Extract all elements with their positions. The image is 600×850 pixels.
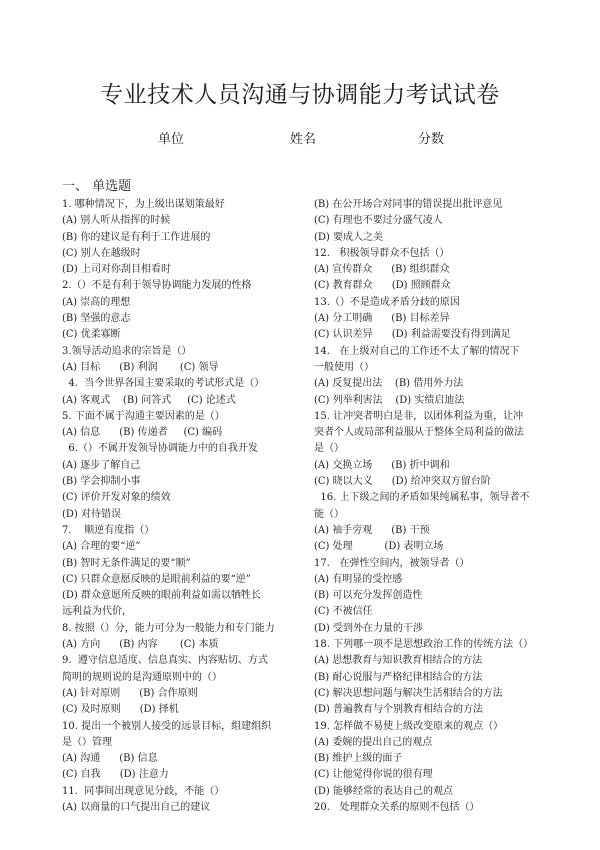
question-line: (A) 方向 (B) 内容 (C) 本质	[62, 639, 219, 651]
question-line: (C) 处理 (D) 表明立场	[314, 541, 444, 553]
question-line: 9. 遵守信息适度、信息真实、内容贴切、方式	[62, 655, 268, 667]
unit-field-label: 单位	[158, 132, 185, 147]
question-line: (A) 委婉的提出自己的观点	[314, 736, 433, 748]
score-field-label: 分数	[418, 132, 445, 147]
name-field-label: 姓名	[290, 132, 317, 147]
question-line: 20. 处理群众关系的原则不包括（）	[314, 801, 480, 813]
question-line: 15. 让冲突者明白是非，以团体利益为重，让冲	[314, 410, 524, 422]
left-question-column	[62, 197, 322, 816]
question-line: (D) 普遍教育与个别教育相结合的方法	[314, 704, 483, 716]
question-line: 是（）管理	[62, 736, 112, 748]
question-line: 12. 积极领导群众不包括（）	[314, 247, 450, 259]
question-line: (A) 针对原则 (B) 合作原则	[62, 687, 198, 699]
question-line: (D) 能够经常的表达自己的观点	[314, 785, 453, 797]
question-line: (C) 及时原则 (D) 择机	[62, 704, 179, 716]
question-line: (C) 列举利害法 (D) 实绩启迪法	[314, 394, 465, 406]
question-line: 11. 同事间出现意见分歧，不能（）	[62, 785, 225, 797]
question-line: (A) 别人听从指挥的时候	[62, 215, 171, 227]
question-line: (C) 认识差异 (D) 利益需要没有得到满足	[314, 329, 511, 341]
question-line: (A) 袖手旁观 (B) 干预	[314, 524, 430, 536]
question-line: (B) 可以充分发挥创造性	[314, 590, 423, 602]
right-question-column	[314, 197, 550, 816]
question-line: 13.（）不是造成矛盾分歧的原因	[314, 296, 460, 308]
question-line: (C) 优柔寡断	[62, 329, 121, 341]
question-line: (B) 耐心说服与严格纪律相结合的方法	[314, 671, 483, 683]
question-line: (A) 沟通 (B) 信息	[62, 753, 158, 765]
question-line: 3.领导活动追求的宗旨是（）	[62, 345, 192, 357]
question-line: (A) 思想教育与知识教育相结合的方法	[314, 655, 483, 667]
question-line: (A) 分工明确 (B) 目标差异	[314, 313, 450, 325]
question-line: (C) 自我 (D) 注意力	[62, 769, 169, 781]
question-line: (B) 坚强的意志	[62, 313, 131, 325]
question-line: (C) 晓以大义 (D) 给冲突双方留台阶	[314, 476, 491, 488]
question-line: (C) 有理也不要过分盛气凌人	[314, 215, 443, 227]
question-line: 19. 怎样做不易使上级改变原来的观点（）	[314, 720, 504, 732]
question-line: 5. 下面不属于沟通主要因素的是（）	[62, 410, 225, 422]
question-line: 6.（）不属开发领导协调能力中的自我开发	[62, 443, 258, 455]
question-line: 一般使用（）	[314, 361, 374, 373]
question-line: (A) 宣传群众 (B) 组织群众	[314, 264, 450, 276]
question-line: (C) 教育群众 (D) 照顾群众	[314, 280, 451, 292]
question-line: 简明的规则说的是沟通原则中的（）	[62, 671, 222, 683]
question-line: (D) 受到外在力量的干涉	[314, 622, 423, 634]
question-line: 7. 顺逆有度指（）	[62, 524, 155, 536]
question-line: (A) 逐步了解自己	[62, 459, 141, 471]
question-line: (D) 上司对你刮目相看时	[62, 264, 171, 276]
question-line: (C) 让他觉得你说的很有理	[314, 769, 433, 781]
question-line: 2.（）不是有利于领导协调能力发展的性格	[62, 280, 252, 292]
question-line: 1. 哪种情况下，为上级出谋划策最好	[62, 199, 225, 210]
question-line: 能（）	[314, 508, 344, 520]
question-line: (C) 不被信任	[314, 606, 373, 618]
question-line: 8. 按照（）分，能力可分为一般能力和专门能力	[62, 622, 275, 634]
question-line: (B) 智时无条件满足的要“顺”	[62, 557, 191, 569]
question-line: (C) 解决思想问题与解决生活相结合的方法	[314, 687, 503, 699]
question-line: (A) 信息 (B) 传递者 (C) 编码	[62, 427, 223, 439]
question-line: (D) 对待错误	[62, 508, 121, 520]
question-line: (B) 在公开场合对同事的错误提出批评意见	[314, 199, 503, 210]
question-line: (A) 客观式 (B) 问答式 (C) 论述式	[62, 394, 236, 406]
section-heading: 一、 单选题	[62, 179, 132, 194]
question-line: 14. 在上级对自己的工作还不太了解的情况下	[314, 345, 520, 357]
question-line: (A) 合理的要“逆”	[62, 541, 141, 553]
question-line: (D) 群众意愿所反映的眼前利益如需以牺牲长	[62, 590, 261, 602]
question-line: (C) 只群众意愿反映的是眼前利益的要“逆”	[62, 573, 251, 585]
question-line: 10. 提出一个被别人接受的远景目标，组建组织	[62, 720, 272, 732]
question-line: (B) 学会抑制小事	[62, 476, 141, 488]
question-line: (A) 反复提出法 (B) 借用外力法	[314, 378, 464, 390]
question-line: (A) 以商量的口气提出自己的建议	[62, 801, 211, 813]
question-line: 突者个人或局部利益服从于整体全局利益的做法	[314, 427, 524, 439]
question-line: (A) 有明显的受控感	[314, 573, 403, 585]
question-line: 是（）	[314, 443, 344, 455]
question-line: 4. 当今世界各国主要采取的考试形式是（）	[62, 378, 265, 390]
exam-title: 专业技术人员沟通与协调能力考试试卷	[100, 82, 500, 108]
question-line: 16. 上下级之间的矛盾如果纯属私事，领导者不	[314, 492, 530, 504]
question-line: (A) 交换立场 (B) 折中调和	[314, 459, 450, 471]
question-line: 远利益为代价，	[62, 606, 132, 618]
question-line: (B) 维护上级的面子	[314, 753, 403, 765]
question-line: (A) 崇高的理想	[62, 296, 131, 308]
question-line: 18. 下列哪一项不是思想政治工作的传统方法（）	[314, 639, 534, 651]
question-line: (B) 你的建议是有利于工作进展的	[62, 231, 211, 243]
question-line: (A) 目标 (B) 利润 (C) 领导	[62, 361, 219, 373]
question-line: (D) 要成人之美	[314, 231, 383, 243]
question-line: (C) 评价开发对象的绩效	[62, 492, 171, 504]
question-line: 17. 在弹性空间内，被领导者（）	[314, 557, 470, 569]
question-line: (C) 别人在越级时	[62, 247, 141, 259]
